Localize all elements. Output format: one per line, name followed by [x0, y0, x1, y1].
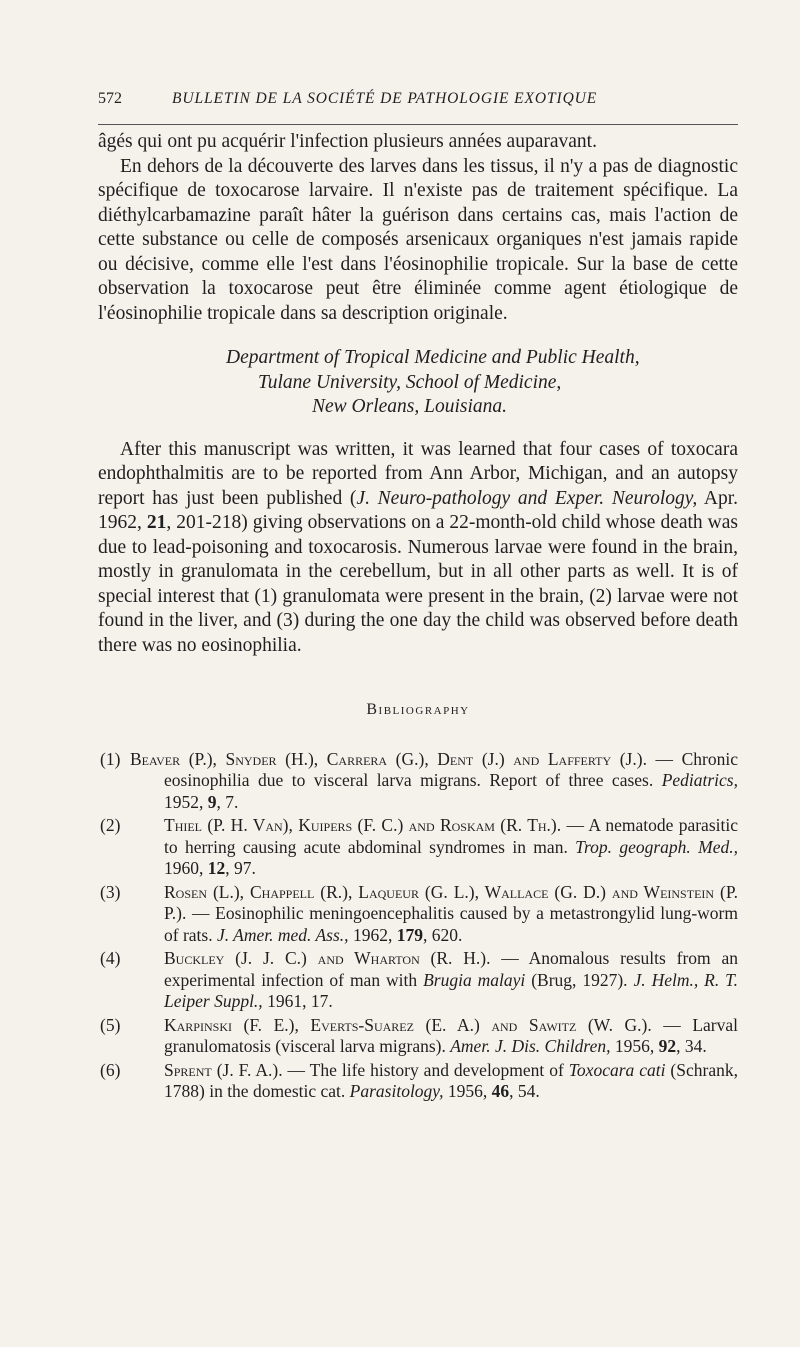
reference-item: (4) Buckley (J. J. C.) and Wharton (R. H.). — Anomalous results from an experimental infection of man with Brugia malayi (Brug, 1927). J. Helm., R. T. Leiper Suppl., 1961, 17.	[100, 948, 738, 1011]
affiliation-line-2: Tulane University, School of Medicine,	[258, 371, 562, 393]
affiliation-line-3: New Orleans, Louisiana.	[312, 396, 508, 417]
reference-item: (2) Thiel (P. H. Van), Kuipers (F. C.) and Roskam (R. Th.). — A nematode parasitic to herring causing acute abdominal syndromes in man. Trop. geograph. Med., 1960, 12, 97.	[100, 815, 738, 878]
running-title: BULLETIN DE LA SOCIÉTÉ DE PATHOLOGIE EXOTIQUE	[172, 90, 598, 107]
journal-citation: J. Neuro-pathology and Exper. Neurology,	[356, 487, 698, 509]
page-header	[98, 90, 738, 120]
author-affiliation	[98, 346, 738, 420]
bibliography-heading: Bibliography	[366, 701, 470, 718]
page-number: 572	[98, 90, 122, 107]
paragraph-continuation: âgés qui ont pu acquérir l'infection plusieurs années auparavant.	[98, 131, 597, 152]
reference-authors: Sprent (J. F. A.).	[164, 1059, 283, 1080]
reference-authors: Beaver (P.), Snyder (H.), Carrera (G.), Dent (J.) and Lafferty (J.).	[130, 748, 647, 769]
reference-item: (5) Karpinski (F. E.), Everts-Suarez (E. A.) and Sawitz (W. G.). — Larval granulomatosis (visceral larva migrans). Amer. J. Dis. Children, 1956, 92, 34.	[100, 1014, 738, 1056]
reference-authors: Thiel (P. H. Van), Kuipers (F. C.) and Roskam (R. Th.).	[164, 815, 562, 835]
reference-authors: Rosen (L.), Chappell (R.), Laqueur (G. L.), Wallace (G. D.) and Weinstein (P. P.).	[164, 881, 738, 923]
paragraph-diagnosis: En dehors de la découverte des larves dans les tissus, il n'y a pas de diagnostic spécifique de toxocarose larvaire. Il n'existe pas de traitement spécifique. La diéthylcarbamazine paraît hâter la guérison dans certains cas, mais l'action de cette substance ou celle de composés arsenicaux organiques n'est jamais rapide ou décisive, comme elle l'est dans l'éosinophilie tropicale. Sur la base de cette observation la toxocarose peut être éliminée comme agent étiologique de l'éosinophilie tropicale dans sa description originale.	[98, 155, 738, 324]
reference-item: (1) Beaver (P.), Snyder (H.), Carrera (G.), Dent (J.) and Lafferty (J.). — Chronic eosinophilia due to visceral larva migrans. Report of three cases. Pediatrics, 1952, 9, 7.	[100, 748, 738, 812]
paragraph-postscript: After this manuscript was written, it was learned that four cases of toxocara endophthalmitis are to be reported from Ann Arbor, Michigan, and an autopsy report has just been published (J. Neuro-pathology and Exper. Neurology, Apr. 1962, 21, 201-218) giving observations on a 22-month-old child whose death was due to lead-poisoning and toxocarosis. Numerous larvae were found in the brain, mostly in granulomata in the cerebellum, but in all other parts as well. It is of special interest that (1) granulomata were present in the brain, (2) larvae were not found in the liver, and (3) during the one day the child was observed before death there was no eosinophilia.	[98, 438, 739, 656]
affiliation-line-1: Department of Tropical Medicine and Public Health,	[226, 347, 640, 368]
reference-authors: Buckley (J. J. C.) and Wharton (R. H.).	[164, 948, 491, 968]
reference-item: (6) Sprent (J. F. A.). — The life history and development of Toxocara cati (Schrank, 1788) in the domestic cat. Parasitology, 1956, 46, 54.	[100, 1059, 738, 1101]
volume-number: 21	[146, 512, 167, 533]
reference-authors: Karpinski (F. E.), Everts-Suarez (E. A.) and Sawitz (W. G.).	[164, 1014, 652, 1035]
header-rule	[98, 124, 738, 125]
reference-item: (3) Rosen (L.), Chappell (R.), Laqueur (G. L.), Wallace (G. D.) and Weinstein (P. P.). — Eosinophilic meningoencephalitis caused by a metastrongylid lung-worm of rats. J. Amer. med. Ass., 1962, 179, 620.	[100, 881, 738, 945]
page-body	[98, 130, 738, 1105]
reference-list	[98, 749, 738, 1103]
